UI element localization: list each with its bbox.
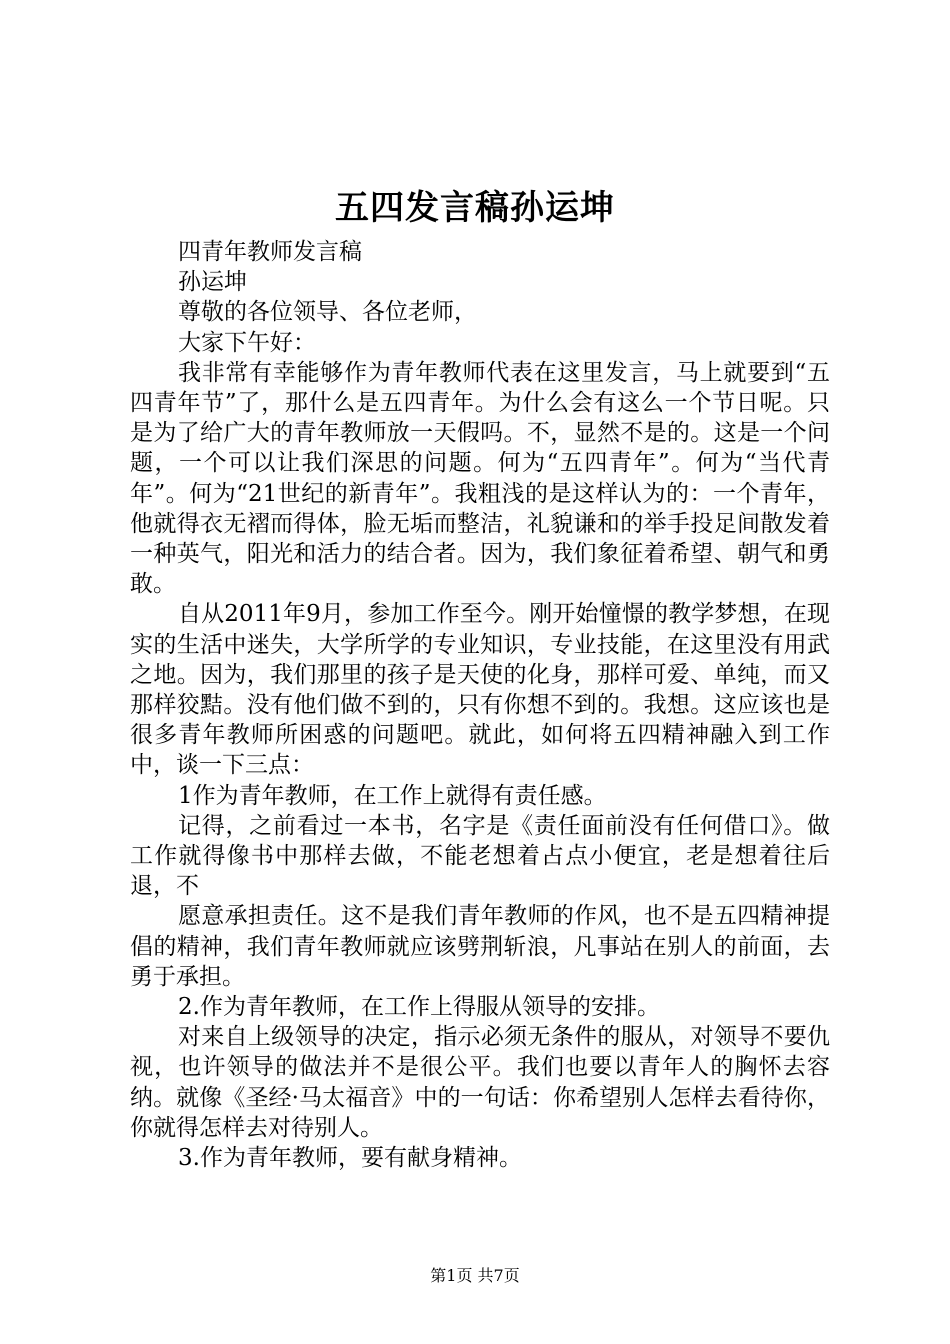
paragraph: 记得，之前看过一本书，名字是《责任面前没有任何借口》。做工作就得像书中那样去做，不能老想着占点小便宜，老是想着往后退，不 bbox=[130, 812, 830, 900]
greeting-line: 大家下午好： bbox=[178, 329, 316, 356]
paragraph: 自从2011年9月，参加工作至今。刚开始憧憬的教学梦想，在现实的生活中迷失，大学所学的专业知识，专业技能，在这里没有用武之地。因为，我们那里的孩子是天使的化身，那样可爱、单纯，而又那样狡黠。没有他们做不到的，只有你想不到的。我想。这应该也是很多青年教师所困惑的问题吧。就此，如何将五四精神融入到工作中，谈一下三点： bbox=[130, 601, 830, 779]
paragraph: 愿意承担责任。这不是我们青年教师的作风，也不是五四精神提倡的精神，我们青年教师就应该劈荆斩浪，凡事站在别人的前面，去勇于承担。 bbox=[130, 903, 830, 990]
section-heading: 3.作为青年教师，要有献身精神。 bbox=[178, 1145, 522, 1172]
page-footer: 第1页 共7页 bbox=[430, 1266, 520, 1285]
document-title: 五四发言稿孙运坤 bbox=[335, 188, 615, 228]
salutation-line: 尊敬的各位领导、各位老师， bbox=[178, 299, 477, 326]
paragraph: 对来自上级领导的决定，指示必须无条件的服从，对领导不要仇视，也许领导的做法并不是很公平。我们也要以青年人的胸怀去容纳。就像《圣经·马太福音》中的一句话：你希望别人怎样去看待你，你就得怎样去对待别人。 bbox=[130, 1024, 830, 1141]
paragraph: 我非常有幸能够作为青年教师代表在这里发言，马上就要到“五四青年节”了，那什么是五四青年。为什么会有这么一个节日呢。只是为了给广大的青年教师放一天假吗。不，显然不是的。这是一个问题，一个可以让我们深思的问题。何为“五四青年”。何为“当代青年”。何为“21世纪的新青年”。我粗浅的是这样认为的：一个青年，他就得衣无褶而得体，脸无垢而整洁，礼貌谦和的举手投足间散发着一种英气，阳光和活力的结合者。因为，我们象征着希望、朝气和勇敢。 bbox=[130, 359, 830, 598]
subtitle-line: 四青年教师发言稿 bbox=[178, 239, 362, 265]
document-body bbox=[130, 237, 830, 1173]
section-heading: 1作为青年教师，在工作上就得有责任感。 bbox=[178, 782, 607, 809]
author-line: 孙运坤 bbox=[178, 269, 247, 296]
section-heading: 2.作为青年教师，在工作上得服从领导的安排。 bbox=[178, 994, 660, 1021]
